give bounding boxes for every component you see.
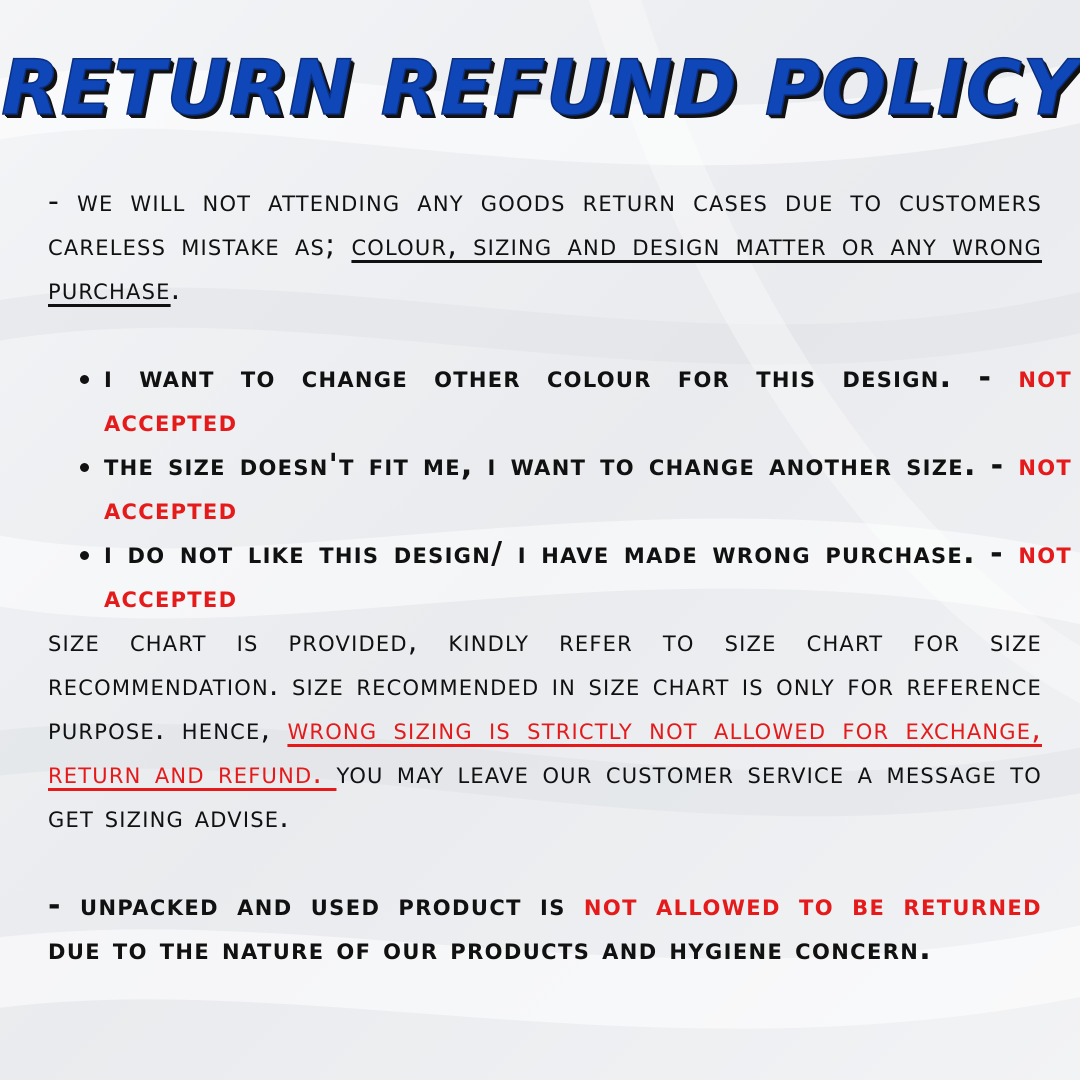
list-item bbox=[104, 444, 1072, 532]
status-label: not accepted bbox=[104, 360, 1072, 439]
intro-underlined-text: colour, sizing and design matter or any wrong purchase bbox=[48, 228, 1042, 307]
hygiene-warning: not allowed to be returned bbox=[583, 888, 1043, 923]
intro-paragraph bbox=[48, 180, 1042, 312]
reason-text: the size doesn't fit me, i want to change another size. - bbox=[104, 448, 1019, 483]
status-label: not accepted bbox=[104, 536, 1072, 615]
hygiene-paragraph bbox=[48, 884, 1042, 972]
intro-suffix: . bbox=[170, 272, 182, 307]
list-item bbox=[104, 356, 1072, 444]
reason-text: i want to change other colour for this design. - bbox=[104, 360, 1019, 395]
intro-text: - we will not attending any goods return cases due to customers careless mistake as; bbox=[48, 184, 1042, 263]
unaccepted-reasons-list bbox=[74, 356, 1072, 620]
size-chart-text: size chart is provided, kindly refer to size chart for size recommendation. size recommended in size chart is only for reference purpose. hence, bbox=[48, 624, 1042, 747]
size-chart-advice: you may leave our customer service a message to get sizing advise. bbox=[48, 756, 1042, 835]
list-item bbox=[104, 532, 1072, 620]
status-label: not accepted bbox=[104, 448, 1072, 527]
size-chart-warning: wrong sizing is strictly not allowed for exchange, return and refund. bbox=[48, 712, 1042, 791]
hygiene-suffix: due to the nature of our products and hygiene concern. bbox=[48, 932, 933, 967]
hygiene-text: - unpacked and used product is bbox=[48, 888, 584, 923]
reason-text: i do not like this design/ i have made wrong purchase. - bbox=[104, 536, 1019, 571]
size-chart-paragraph bbox=[48, 620, 1042, 840]
page-title: RETURN REFUND POLICY bbox=[1, 43, 1079, 132]
